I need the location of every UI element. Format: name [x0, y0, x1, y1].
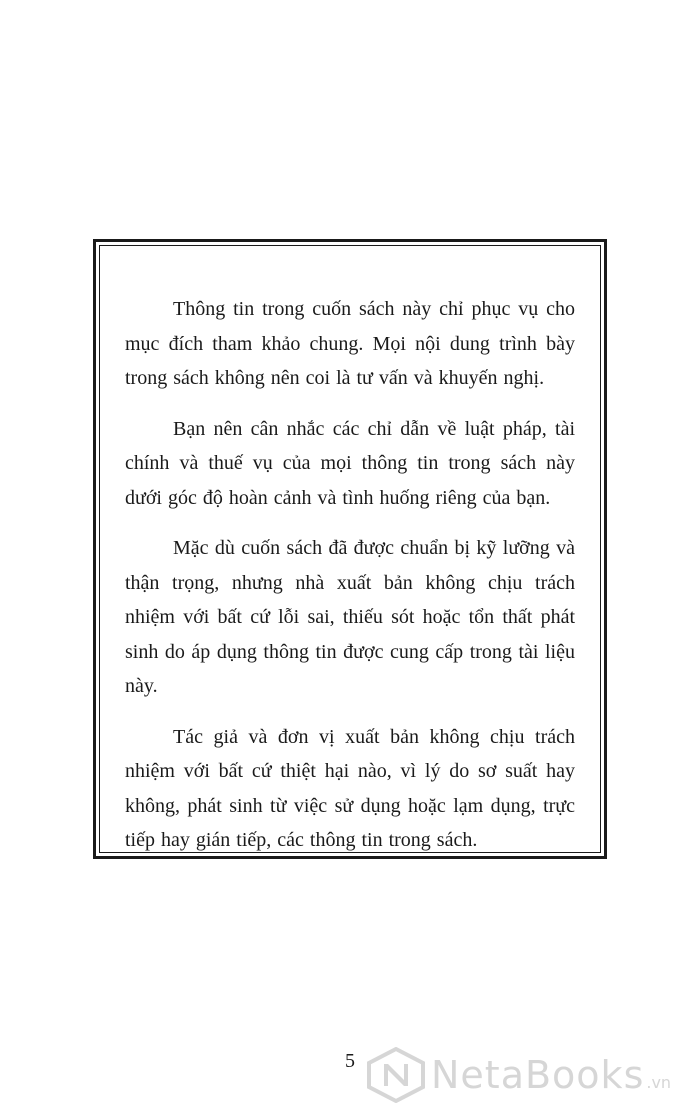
- page-number: 5: [345, 1050, 355, 1072]
- watermark-suffix: .vn: [646, 1072, 672, 1092]
- netabooks-logo-icon: [365, 1047, 427, 1103]
- notice-paragraph-1: Thông tin trong cuốn sách này chỉ phục vụ cho mục đích tham khảo chung. Mọi nội dung trình bày trong sách không nên coi là tư vấn và khuyến nghị.: [125, 298, 575, 389]
- notice-paragraph-2: Bạn nên cân nhắc các chỉ dẫn về luật pháp, tài chính và thuế vụ của mọi thông tin trong sách này dưới góc độ hoàn cảnh và tình huống riêng của bạn.: [125, 417, 575, 509]
- watermark-text: NetaBooks: [431, 1053, 645, 1097]
- notice-body: [125, 292, 575, 874]
- notice-frame: [93, 239, 607, 859]
- watermark: [365, 1045, 695, 1105]
- notice-paragraph-4: Tác giả và đơn vị xuất bản không chịu trách nhiệm với bất cứ thiệt hại nào, vì lý do sơ suất hay không, phát sinh từ việc sử dụng hoặc lạm dụng, trực tiếp hay gián tiếp, các thông tin trong sách.: [125, 725, 575, 851]
- notice-paragraph-3: Mặc dù cuốn sách đã được chuẩn bị kỹ lưỡng và thận trọng, nhưng nhà xuất bản không chịu trách nhiệm với bất cứ lỗi sai, thiếu sót hoặc tổn thất phát sinh do áp dụng thông tin được cung cấp trong tài liệu này.: [125, 537, 575, 697]
